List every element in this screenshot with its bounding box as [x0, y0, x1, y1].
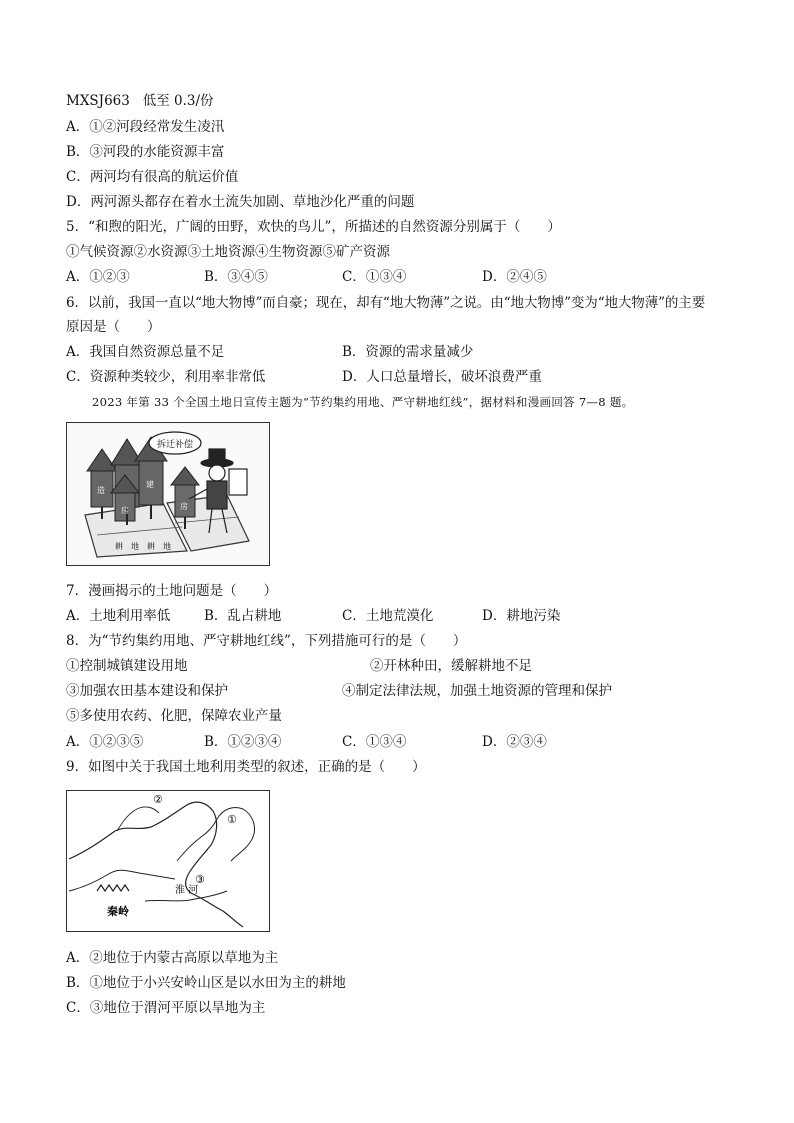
q6-option-d: D．人口总量增长，破坏浪费严重: [342, 369, 542, 385]
q4-option-b: B．③河段的水能资源丰富: [66, 144, 225, 160]
land-cartoon: [66, 422, 270, 566]
map-marker-1: ①: [227, 813, 237, 826]
q8-item-2: ②开林种田，缓解耕地不足: [370, 658, 532, 674]
field-label: 耕 地 耕 地: [115, 542, 171, 551]
q8-item-4: ④制定法律法规，加强土地资源的管理和保护: [342, 683, 612, 699]
map-marker-3: ③: [195, 873, 205, 886]
header-line: [66, 92, 214, 110]
price-note: 低至 0.3/份: [142, 93, 214, 109]
q8-item-5: ⑤多使用农药、化肥，保障农业产量: [66, 708, 282, 724]
map-label-huaihe: 淮 河: [175, 885, 199, 896]
q7-option-b: B．乱占耕地: [204, 608, 282, 624]
house-label-2: 房: [121, 506, 129, 515]
q6-stem-line1: 6．以前，我国一直以“地大物博”而自豪；现在，却有“地大物薄”之说。由“地大物博”变为“地大物薄”的主要: [66, 295, 706, 311]
q9-option-a: A．②地位于内蒙古高原以草地为主: [66, 950, 279, 966]
q4-option-a: A．①②河段经常发生凌汛: [66, 119, 225, 135]
q8-option-b: B．①②③④: [204, 734, 282, 750]
house-label-1: 造: [97, 486, 105, 495]
q7-option-d: D．耕地污染: [482, 608, 561, 624]
q9-stem: 9．如图中关于我国土地利用类型的叙述，正确的是（ ）: [66, 759, 426, 775]
q8-option-d: D．②③④: [482, 734, 547, 750]
map-label-qinling: 秦岭: [107, 905, 129, 918]
q6-option-a: A．我国自然资源总量不足: [66, 344, 225, 360]
q4-option-c: C．两河均有很高的航运价值: [66, 169, 239, 185]
q8-option-a: A．①②③⑤: [66, 734, 144, 750]
q7-stem: 7．漫画揭示的土地问题是（ ）: [66, 583, 278, 599]
q6-option-b: B．资源的需求量减少: [342, 344, 474, 360]
q5-option-c: C．①③④: [342, 269, 407, 285]
map-marker-2: ②: [153, 793, 163, 806]
intro-7-8: 2023 年第 33 个全国土地日宣传主题为“节约集约用地、严守耕地红线”，据材料和漫画回答 7—8 题。: [92, 395, 634, 409]
q8-item-1: ①控制城镇建设用地: [66, 658, 188, 674]
q5-option-d: D．②④⑤: [482, 269, 547, 285]
china-land-map: [66, 790, 270, 932]
q8-item-3: ③加强农田基本建设和保护: [66, 683, 228, 699]
doc-code: MXSJ663: [66, 93, 130, 109]
q7-option-c: C．土地荒漠化: [342, 608, 434, 624]
q5-option-b: B．③④⑤: [204, 269, 268, 285]
speech-text: 拆迁补偿: [157, 440, 194, 450]
q7-option-a: A．土地利用率低: [66, 608, 171, 624]
house-label-4: 房: [180, 502, 188, 511]
q5-option-a: A．①②③: [66, 269, 130, 285]
q5-list: ①气候资源②水资源③土地资源④生物资源⑤矿产资源: [66, 244, 390, 260]
q8-option-c: C．①③④: [342, 734, 407, 750]
q6-stem-line2: 原因是（ ）: [66, 319, 161, 335]
q5-stem: 5．“和煦的阳光，广阔的田野，欢快的鸟儿”，所描述的自然资源分别属于（ ）: [66, 219, 561, 235]
q6-option-c: C．资源种类较少，利用率非常低: [66, 369, 266, 385]
q9-option-c: C．③地位于渭河平原以旱地为主: [66, 1000, 266, 1016]
house-1: [87, 449, 117, 507]
q4-option-d: D．两河源头都存在着水土流失加剧、草地沙化严重的问题: [66, 194, 415, 210]
q8-stem: 8．为“节约集约用地、严守耕地红线”，下列措施可行的是（ ）: [66, 633, 467, 649]
house-label-3: 建: [146, 480, 154, 489]
q9-option-b: B．①地位于小兴安岭山区是以水田为主的耕地: [66, 975, 346, 991]
